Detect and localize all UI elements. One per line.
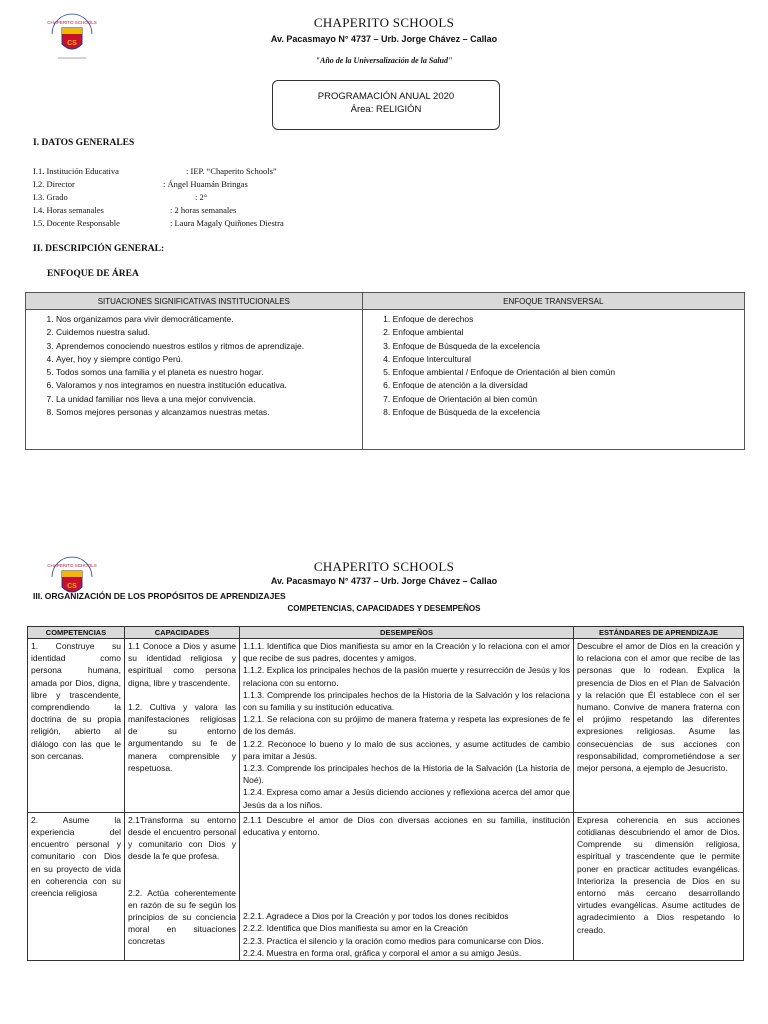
desempeno-item: 1.2.2. Reconoce lo bueno y lo malo de sus acciones, y asume actitudes de cambio para imitar a Jesús. <box>243 738 570 761</box>
list-item: 6. Valoramos y nos integramos en nuestra institución educativa. <box>56 379 356 392</box>
enfoque-table <box>25 292 745 450</box>
competencias-subtitle: COMPETENCIAS, CAPACIDADES Y DESEMPEÑOS <box>287 604 481 613</box>
list-item: 8. Somos mejores personas y alcanzamos nuestras metas. <box>56 406 356 419</box>
desempeno-item: 1.1.1. Identifica que Dios manifiesta su amor en la Creación y lo relaciona con el amor que recibe de sus padres, docentes y amigos. <box>243 641 570 664</box>
datos-value: : Ángel Huamán Bringas <box>163 179 248 189</box>
list-item: 1. Enfoque de derechos <box>393 313 738 326</box>
capacidades-cell <box>125 639 240 813</box>
svg-text:CS: CS <box>67 40 77 47</box>
desempeno-item: 2.1.1 Descubre el amor de Dios con diversas acciones en su familia, institución educativa y entorno. <box>243 814 570 838</box>
school-name: CHAPERITO SCHOOLS <box>313 15 455 30</box>
school-address: Av. Pacasmayo N° 4737 – Urb. Jorge Chávez – Callao <box>270 34 498 44</box>
datos-label: I.3. Grado <box>33 192 68 202</box>
datos-value: : Laura Magaly Quiñones Diestra <box>170 218 284 228</box>
year-motto: "Año de la Universalización de la Salud" <box>315 56 453 65</box>
header-situaciones: SITUACIONES SIGNIFICATIVAS INSTITUCIONALES <box>26 293 363 310</box>
header-estandares: ESTÁNDARES DE APRENDIZAJE <box>574 627 744 639</box>
desempenos-cell <box>240 812 574 960</box>
datos-label: I.2. Director <box>33 179 75 189</box>
capacidad-text: 1.1 Conoce a Dios y asume su identidad religiosa y espiritual como persona digna, libre y trascendente. <box>128 641 236 688</box>
enfoque-area-title: ENFOQUE DE ÁREA <box>47 269 139 279</box>
list-item: 7. Enfoque de Orientación al bien común <box>393 393 738 406</box>
estandar-cell: Expresa coherencia en sus acciones cotidianas descubriendo el amor de Dios. Comprende su dimensión religiosa, espiritual y trascendente que le permite poner en practicar actitudes evangélicas. Interioriza la presencia de Dios en su entorno más cercano desarrollando virtudes evangélicas. Asume actitudes de agradecimiento a Dios respetando lo creado. <box>574 812 744 960</box>
estandar-cell: Descubre el amor de Dios en la creación y lo relaciona con el amor que recibe de las personas que lo rodean. Explica la presencia de Dios en el Plan de Salvación y la relación que Él establece con el ser humano. Convive de manera fraterna con el prójimo respetando las diferentes expresiones religiosas. Asume las consecuencias de sus acciones con responsabilidad, comprometiéndose a ser mejor persona, a ejemplo de Jesucristo. <box>574 639 744 813</box>
capacidad-text: 2.2. Actúa coherentemente en razón de su fe según los principios de su conciencia moral en situaciones concretas <box>128 887 236 947</box>
desempeno-item: 1.2.4. Expresa como amar a Jesús diciendo acciones y reflexiona acerca del amor que Jesús da a los niños. <box>243 787 570 810</box>
list-item: 2. Enfoque ambiental <box>393 326 738 339</box>
header-enfoque-transversal: ENFOQUE TRANSVERSAL <box>362 293 744 310</box>
enfoques-cell <box>362 310 744 450</box>
desempeno-item: 1.1.3. Comprende los principales hechos de la Historia de la Salvación y los relaciona con su familia y su institución educativa. <box>243 689 570 713</box>
capacidad-text: 1.2. Cultiva y valora las manifestaciones religiosas de su entorno argumentando su fe de manera comprensible y respetuosa. <box>128 701 236 773</box>
table-row <box>28 812 744 960</box>
list-item: 4. Ayer, hoy y siempre contigo Perú. <box>56 353 356 366</box>
school-address: Av. Pacasmayo N° 4737 – Urb. Jorge Chávez – Callao <box>270 576 498 586</box>
enfoques-list <box>369 313 738 419</box>
desempeno-item: 1.2.3. Comprende los principales hechos de la Historia de la Salvación (La historia de Noé). <box>243 763 570 786</box>
program-area: Área: RELIGIÓN <box>350 104 422 115</box>
list-item: 4. Enfoque Intercultural <box>393 353 738 366</box>
datos-value: : 2 horas semanales <box>170 205 237 215</box>
datos-label: I.5. Docente Responsable <box>33 218 120 228</box>
competencias-table <box>27 626 744 961</box>
competencia-cell: 2. Asume la experiencia del encuentro personal y comunitario con Dios en su proyecto de vida en coherencia con su creencia religiosa <box>28 812 125 960</box>
desempeno-item: 2.2.4. Muestra en forma oral, gráfica y corporal el amor a su amigo Jesús. <box>243 947 522 958</box>
header-desempenos: DESEMPEÑOS <box>240 627 574 639</box>
desempeno-item: 1.2.1. Se relaciona con su prójimo de manera fraterna y respeta las expresiones de fe de los demás. <box>243 714 570 737</box>
header-capacidades: CAPACIDADES <box>125 627 240 639</box>
program-title: PROGRAMACIÓN ANUAL 2020 <box>317 91 455 102</box>
list-item: 2. Cuidemos nuestra salud. <box>56 326 356 339</box>
list-item: 5. Todos somos una familia y el planeta es nuestro hogar. <box>56 366 356 379</box>
svg-text:CHAPERITO SCHOOLS: CHAPERITO SCHOOLS <box>47 563 97 568</box>
list-item: 5. Enfoque ambiental / Enfoque de Orientación al bien común <box>393 366 738 379</box>
datos-label: I.1. Institución Educativa <box>33 166 119 176</box>
desempenos-cell <box>240 639 574 813</box>
svg-text:CHAPERITO SCHOOLS: CHAPERITO SCHOOLS <box>47 20 97 25</box>
desempeno-item: 1.1.2. Explica los principales hechos de la pasión muerte y resurrección de Jesús y los relaciona con su entorno. <box>243 665 570 688</box>
capacidades-cell <box>125 812 240 960</box>
school-name: CHAPERITO SCHOOLS <box>313 559 455 574</box>
datos-value: : 2° <box>195 192 208 202</box>
program-title-box <box>272 80 500 130</box>
datos-value: : IEP. “Chaperito Schools” <box>186 166 277 176</box>
datos-label: I.4. Horas semanales <box>33 205 104 215</box>
list-item: 1. Nos organizamos para vivir democráticamente. <box>56 313 356 326</box>
desempeno-item: 2.2.3. Practica el silencio y la oración como medios para comunicarse con Dios. <box>243 935 544 946</box>
capacidad-text: 2.1Transforma su entorno desde el encuentro personal y comunitario con Dios y desde la fe que profesa. <box>128 814 236 862</box>
table-row <box>28 639 744 813</box>
section-organizacion-title: III. ORGANIZACIÓN DE LOS PROPÓSITOS DE APRENDIZAJES <box>33 591 286 601</box>
list-item: 3. Aprendemos conociendo nuestros estilos y ritmos de aprendizaje. <box>56 340 356 353</box>
svg-text:CS: CS <box>67 583 77 590</box>
list-item: 8. Enfoque de Búsqueda de la excelencia <box>393 406 738 419</box>
desempeno-item: 2.2.1. Agradece a Dios por la Creación y por todos los dones recibidos <box>243 911 509 922</box>
competencia-cell: 1. Construye su identidad como persona humana, amada por Dios, digna, libre y trascendente, comprendiendo la doctrina de su propia religión, abierto al diálogo con las que le son cercanas. <box>28 639 125 813</box>
list-item: 7. La unidad familiar nos lleva a una mejor convivencia. <box>56 393 356 406</box>
section-datos-generales-title: I. DATOS GENERALES <box>33 138 135 148</box>
list-item: 3. Enfoque de Búsqueda de la excelencia <box>393 340 738 353</box>
header-competencias: COMPETENCIAS <box>28 627 125 639</box>
section-descripcion-title: II. DESCRIPCIÓN GENERAL: <box>33 244 165 254</box>
desempeno-item: 2.2.2. Identifica que Dios manifiesta su amor en la Creación <box>243 923 468 934</box>
list-item: 6. Enfoque de atención a la diversidad <box>393 379 738 392</box>
situaciones-cell <box>26 310 363 450</box>
situaciones-list <box>32 313 356 419</box>
